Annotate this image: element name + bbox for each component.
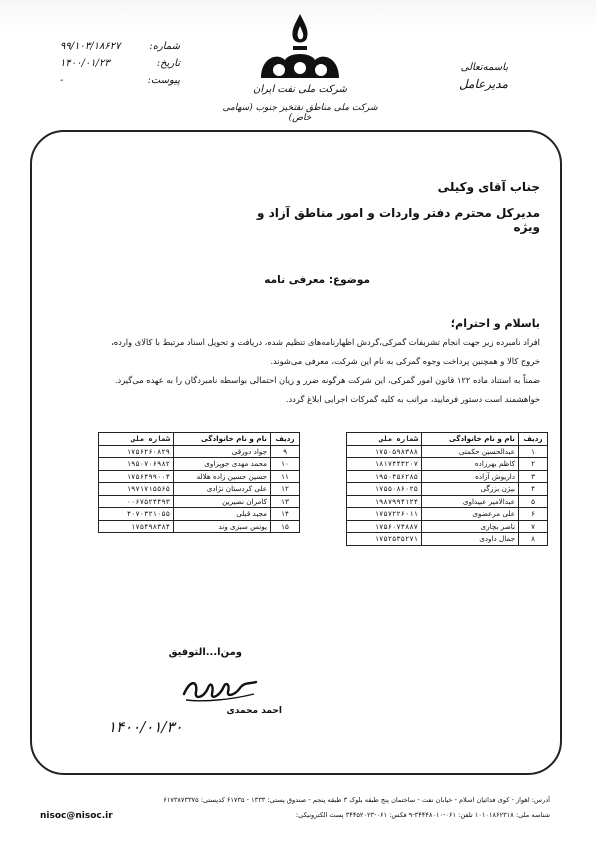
closing-phrase: ومن‌ا...التوفیق [168,647,242,658]
row-national-id: ۱۷۵۶۴۹۹۰۰۴ [99,470,174,483]
row-name: ناصر بچاری [422,520,519,533]
row-name: کامران نصیرین [174,495,271,508]
nioc-logo-icon [255,12,345,82]
row-national-id: ۱۷۵۷۲۲۶۰۱۱ [347,508,422,521]
number-label: شماره: [149,41,180,52]
persons-table-left [98,432,300,533]
company-name: شرکت ملی نفت ایران [253,84,347,95]
table-row [347,470,548,483]
body-paragraph-3: ضمناً به استناد ماده ۱۲۲ قانون امور گمرکی، این شرکت هرگونه ضرر و زیان احتمالی بواسطه نامبردگان را به عهده می‌گیرد. [114,375,540,385]
recipient-position: مدیرکل محترم دفتر واردات و امور مناطق آزاد و ویژه [256,206,540,234]
table-row [347,458,548,471]
table-header-row [99,433,300,446]
row-national-id: ۱۷۵۴۹۸۳۸۴ [99,520,174,533]
row-national-id: ۱۹۷۱۷۱۵۵۶۵ [99,483,174,496]
table-row [99,495,300,508]
letter-meta [60,38,180,89]
row-name: عبدالامیر عبیداوی [422,495,519,508]
row-index: ۵ [519,495,548,508]
footer-email: nisoc@nisoc.ir [40,811,113,821]
date-label: تاریخ: [156,58,180,69]
row-national-id: ۱۷۵۲۵۳۵۲۷۱ [347,533,422,546]
row-name: مجید قبلی [174,508,271,521]
row-national-id: ۱۹۸۷۹۹۴۱۲۴ [347,495,422,508]
table-row [99,458,300,471]
header-note-line2: مدیرعامل [458,77,508,91]
row-name: داریوش آزاده [422,470,519,483]
table-row [99,520,300,533]
table-header-row [347,433,548,446]
attachment-label: پیوست: [147,75,180,86]
row-name: علی کردستان نژادی [174,483,271,496]
greeting: باسلام و احترام؛ [450,317,540,330]
number-value: ۹۹/۱۰۳/۱۸۶۲۷ [60,41,121,52]
header-note [438,60,508,92]
table-row [347,483,548,496]
subject-value: معرفی نامه [264,274,326,286]
col-id-header: شماره ملی [99,433,174,446]
row-index: ۴ [519,483,548,496]
table-row [99,470,300,483]
row-name: عبدالحسین حکمتی [422,445,519,458]
body-paragraph-1: افراد نامبرده زیر جهت انجام تشریفات گمرکی،گردش اظهارنامه‌های تنظیم شده، دریافت و تحویل اسناد مرتبط با کالای وارده، [111,337,540,347]
persons-table-right [346,432,548,546]
row-index: ۷ [519,520,548,533]
row-index: ۳ [519,470,548,483]
row-national-id: ۱۷۵۶۲۶۰۸۲۹ [99,445,174,458]
row-name: کاظم بهرزاده [422,458,519,471]
row-national-id: ۱۹۵۰۷۰۶۹۸۲ [99,458,174,471]
row-national-id: ۱۷۵۰۵۹۸۳۸۸ [347,445,422,458]
company-subname: شرکت ملی مناطق نفتخیز جنوب (سهامی خاص) [222,103,378,123]
table-row [347,520,548,533]
row-index: ۱۲ [271,483,300,496]
row-national-id: ۰۰۶۷۵۲۴۴۹۳ [99,495,174,508]
row-name: جمال داودی [422,533,519,546]
row-index: ۶ [519,508,548,521]
date-value: ۱۴۰۰/۰۱/۲۳ [60,58,110,69]
row-name: یونس سبزی وند [174,520,271,533]
table-row [99,508,300,521]
row-national-id: ۱۹۵۰۴۵۶۲۸۵ [347,470,422,483]
col-name-header: نام و نام خانوادگی [422,433,519,446]
row-index: ۱۱ [271,470,300,483]
row-national-id: ۱۷۵۵۰۸۶۰۲۵ [347,483,422,496]
row-name: بیژن بززگی [422,483,519,496]
row-name: جواد دورقی [174,445,271,458]
table-row [99,483,300,496]
row-name: علی مرعضوی [422,508,519,521]
table-row [347,533,548,546]
attachment-value: - [60,75,64,86]
row-index: ۱۳ [271,495,300,508]
row-national-id: ۱۸۱۷۴۴۳۲۰۷ [347,458,422,471]
table-row [99,445,300,458]
subject-line [236,274,370,286]
body-paragraph-2: خروج کالا و همچنین پرداخت وجوه گمرکی به نام این شرکت، معرفی می‌شوند. [270,356,540,366]
col-name-header: نام و نام خانوادگی [174,433,271,446]
subject-label: موضوع: [328,274,370,286]
row-national-id: ۴۰۷۰۳۲۱۰۵۵ [99,508,174,521]
signature-date: ۱۴۰۰/۰۱/۳۰ [108,718,183,736]
row-index: ۹ [271,445,300,458]
footer-phones: شناسه ملی: ۱۰۱۰۱۸۶۲۳۱۸ تلفن: ۰۶۱-۳۴۴۴۸۰۱۰-۹ فکس: ۰۶۱-۳۴۴۵۲۰۲۳ پست الکترونیکی: [295,811,550,819]
col-idx-header: ردیف [271,433,300,446]
row-national-id: ۱۷۵۶۰۷۴۸۸۷ [347,520,422,533]
col-id-header: شماره ملی [347,433,422,446]
row-name: محمد مهدی جوپزاوی [174,458,271,471]
footer-address: آدرس: اهواز - کوی فدائیان اسلام - خیابان نفت - ساختمان پنج طبقه بلوک ۳ طبقه پنجم - صندوق پستی: ۱۳۳۳ - ۶۱۷۳۵ کدپستی: ۶۱۷۳۸۷۳۳۷۵ [163,796,550,804]
signature-icon [180,672,260,706]
row-index: ۱۴ [271,508,300,521]
body-paragraph-4: خواهشمند است دستور فرمایید، مراتب به کلیه گمرکات اجرایی ابلاغ گردد. [285,394,540,404]
table-row [347,445,548,458]
table-row [347,495,548,508]
recipient-title: جناب آقای وکیلی [437,180,540,194]
col-idx-header: ردیف [519,433,548,446]
row-index: ۱۰ [271,458,300,471]
header-note-line1: باسمه‌تعالی [460,62,508,73]
company-name-block [220,84,380,123]
row-name: حسین حسین زاده هلاله [174,470,271,483]
row-index: ۱۵ [271,520,300,533]
footer-contact [40,811,550,821]
row-index: ۸ [519,533,548,546]
table-row [347,508,548,521]
signatory-name: احمد محمدی [226,706,282,716]
row-index: ۲ [519,458,548,471]
row-index: ۱ [519,445,548,458]
